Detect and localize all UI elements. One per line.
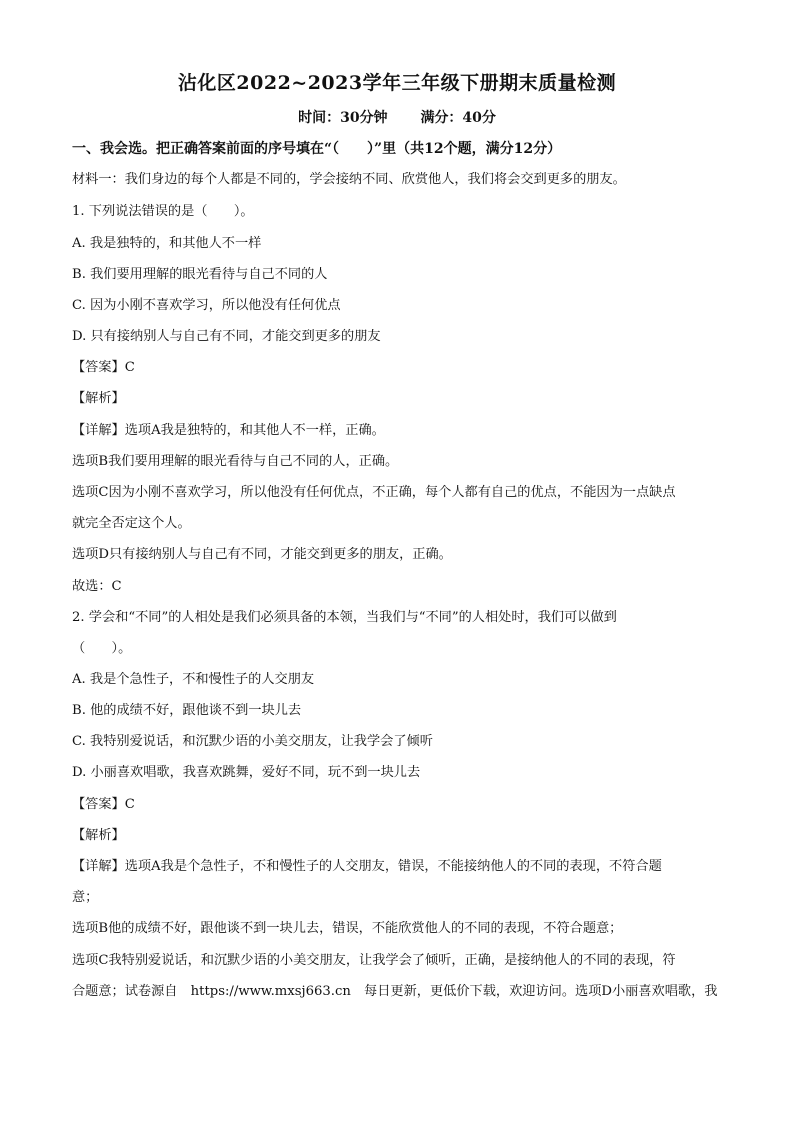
question-2-option-a: A. 我是个急性子，不和慢性子的人交朋友 (72, 672, 315, 687)
question-2-analysis-label: 【解析】 (72, 828, 125, 843)
question-2-detail-line: 意； (72, 890, 99, 905)
question-2-detail-line: 【详解】选项A我是个急性子，不和慢性子的人交朋友，错误，不能接纳他人的不同的表现，不符合题 (72, 859, 662, 874)
question-2-detail-line: 合题意；试卷源自 https://www.mxsj663.cn 每日更新，更低价下载，欢迎访问。选项D小丽喜欢唱歌，我 (72, 984, 718, 999)
question-1-detail-line: 选项D只有接纳别人与自己有不同，才能交到更多的朋友，正确。 (72, 547, 452, 562)
question-2-detail-line: 选项C我特别爱说话，和沉默少语的小美交朋友，让我学会了倾听，正确，是接纳他人的不同的表现，符 (72, 953, 676, 968)
section-heading: 一、我会选。把正确答案前面的序号填在“（ ）”里（共12个题，满分12分） (72, 141, 562, 157)
question-1-detail-line: 选项B我们要用理解的眼光看待与自己不同的人，正确。 (72, 454, 399, 469)
question-1-stem: 1. 下列说法错误的是（ ）。 (72, 204, 254, 219)
question-1-option-d: D. 只有接纳别人与自己有不同，才能交到更多的朋友 (72, 329, 381, 344)
question-2-option-d: D. 小丽喜欢唱歌，我喜欢跳舞，爱好不同，玩不到一块儿去 (72, 765, 421, 780)
question-2-option-c: C. 我特别爱说话，和沉默少语的小美交朋友，让我学会了倾听 (72, 734, 433, 749)
question-2-detail-line: 选项B他的成绩不好，跟他谈不到一块儿去，错误，不能欣赏他人的不同的表现，不符合题意； (72, 921, 623, 936)
question-1-detail-line: 【详解】选项A我是独特的，和其他人不一样，正确。 (72, 423, 385, 438)
question-2-option-b: B. 他的成绩不好，跟他谈不到一块儿去 (72, 703, 302, 718)
question-2-stem-continued: （ ）。 (72, 641, 132, 656)
question-2-stem: 2. 学会和“不同”的人相处是我们必须具备的本领，当我们与“不同”的人相处时，我们可以做到 (72, 610, 617, 625)
exam-score: 满分：40分 (420, 110, 496, 126)
question-1-option-c: C. 因为小刚不喜欢学习，所以他没有任何优点 (72, 298, 341, 313)
exam-time: 时间：30分钟 (298, 110, 388, 126)
question-2-answer: 【答案】C (72, 797, 135, 812)
page-title: 沾化区2022~2023学年三年级下册期末质量检测 (177, 72, 617, 94)
question-1-analysis-label: 【解析】 (72, 391, 125, 406)
question-1-option-b: B. 我们要用理解的眼光看待与自己不同的人 (72, 267, 328, 282)
question-1-detail-line: 故选：C (72, 579, 122, 594)
question-1-detail-line: 选项C因为小刚不喜欢学习，所以他没有任何优点，不正确，每个人都有自己的优点，不能因为一点缺点 (72, 485, 676, 500)
question-1-option-a: A. 我是独特的，和其他人不一样 (72, 236, 262, 251)
exam-info (0, 107, 794, 127)
question-1-detail-line: 就完全否定这个人。 (72, 516, 191, 531)
question-1-answer: 【答案】C (72, 360, 135, 375)
material-text: 材料一：我们身边的每个人都是不同的，学会接纳不同、欣赏他人，我们将会交到更多的朋友。 (72, 172, 626, 187)
